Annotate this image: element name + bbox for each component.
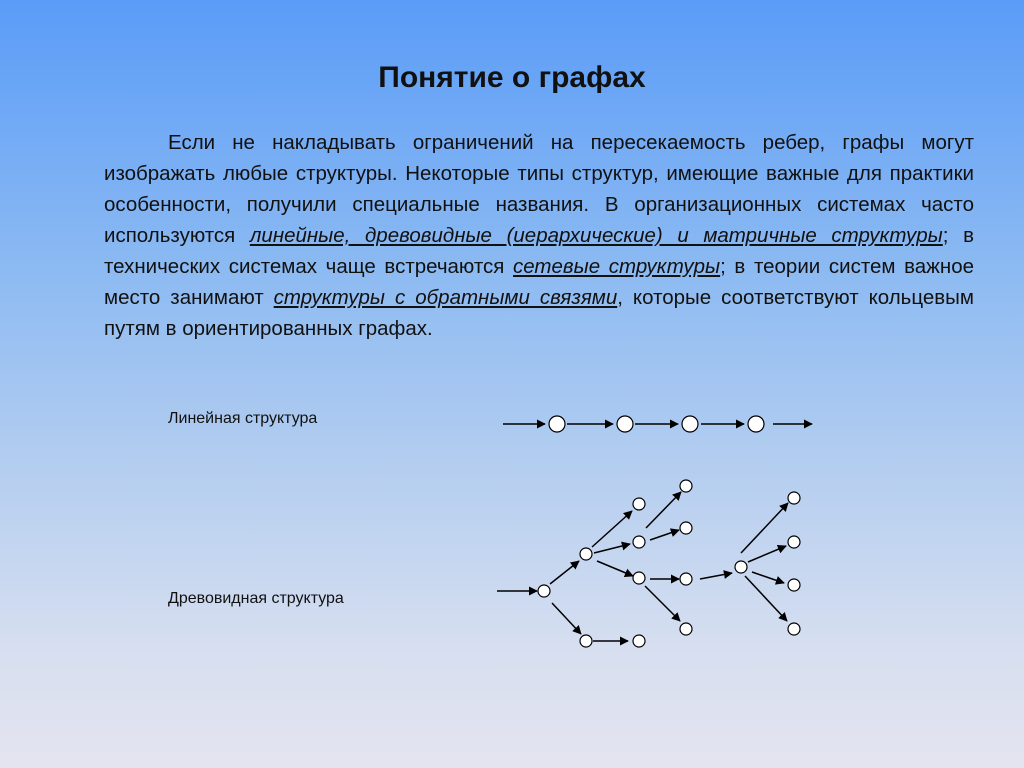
linear-node [682, 416, 698, 432]
slide-title: Понятие о графах [378, 61, 646, 94]
tree-edge [594, 544, 630, 553]
paragraph-text-3: ; в теории систем важное место занимают [104, 255, 975, 309]
tree-node [580, 548, 592, 560]
term-organizational-structures: линейные, древовидные (иерархические) и матричные структуры [249, 224, 943, 247]
tree-node [788, 579, 800, 591]
tree-edge [700, 573, 732, 579]
tree-edge [752, 572, 784, 583]
term-network-structures: сетевые структуры [513, 255, 721, 278]
linear-node [617, 416, 633, 432]
tree-structure-nodes [538, 480, 800, 647]
paragraph-text-2: ; в технических системах чаще встречаются [104, 224, 974, 278]
tree-edge [745, 576, 787, 621]
paragraph-text-4: , которые соответствуют кольцевым путям в ориентированных графах. [104, 286, 974, 340]
tree-edge [592, 511, 632, 547]
tree-node [633, 635, 645, 647]
tree-node [680, 522, 692, 534]
tree-edge [741, 503, 788, 553]
paragraph-text-1: Если не накладывать ограничений на пересекаемость ребер, графы могут изображать любые структуры. Некоторые типы структур, имеющие важные для практики особенности, получили специальные названия. В организационных системах часто используются [104, 131, 974, 247]
tree-edge [650, 530, 679, 540]
tree-node [680, 623, 692, 635]
tree-edge [597, 561, 633, 576]
tree-node [633, 572, 645, 584]
tree-edge [550, 561, 579, 584]
tree-node [788, 492, 800, 504]
linear-node [549, 416, 565, 432]
tree-edge [552, 603, 581, 634]
tree-node [633, 536, 645, 548]
linear-node [748, 416, 764, 432]
tree-node [788, 536, 800, 548]
linear-structure-label: Линейная структура [168, 410, 318, 427]
tree-node [680, 480, 692, 492]
tree-edge [645, 586, 680, 621]
tree-node [680, 573, 692, 585]
tree-node [580, 635, 592, 647]
description-paragraph [104, 127, 974, 344]
tree-node [735, 561, 747, 573]
tree-node [538, 585, 550, 597]
tree-edge [646, 492, 681, 528]
term-feedback-structures: структуры с обратными связями [273, 286, 618, 309]
tree-node [788, 623, 800, 635]
tree-structure-diagram [497, 492, 788, 641]
tree-edge [748, 546, 786, 562]
tree-structure-label: Древовидная структура [168, 590, 344, 607]
tree-node [633, 498, 645, 510]
linear-structure-nodes [549, 416, 764, 432]
